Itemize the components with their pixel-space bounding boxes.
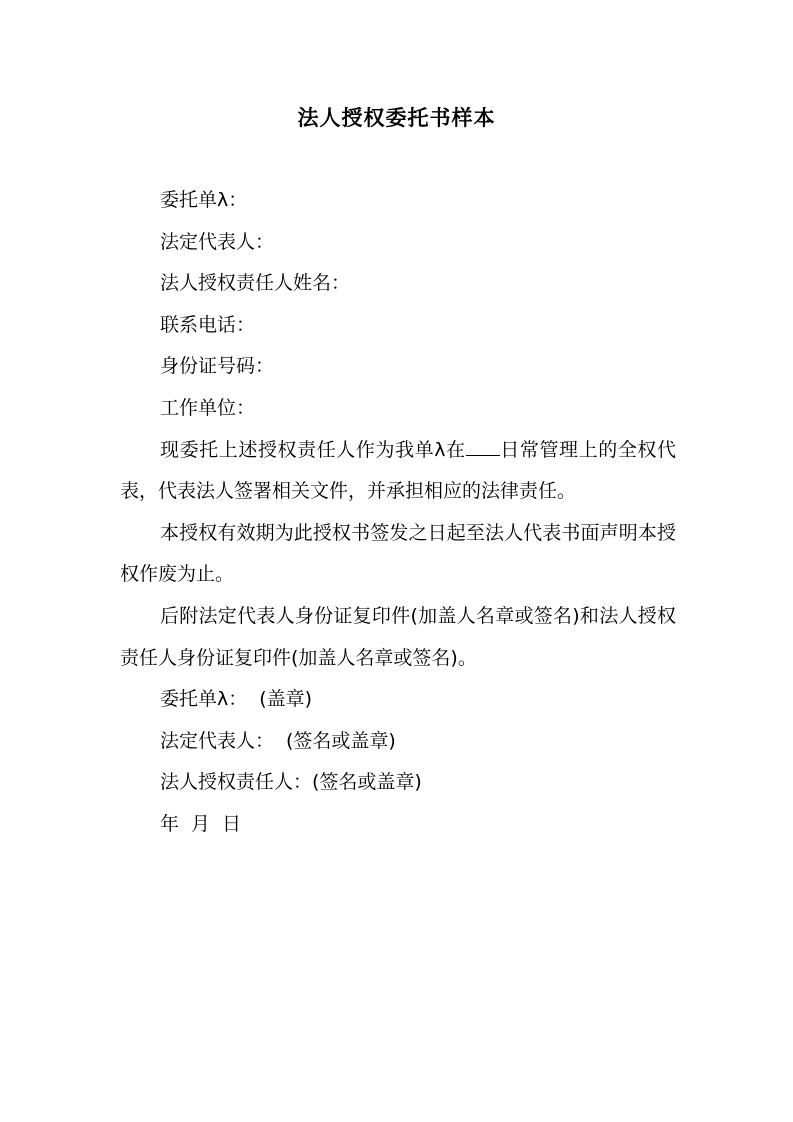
signature-unit-label: 委托单λ： xyxy=(160,688,248,711)
paragraph-authorization-part-a: 现委托上述授权责任人作为我单λ在 xyxy=(160,438,466,461)
paragraph-attachments: 后附法定代表人身份证复印件(加盖人名章或签名)和法人授权责任人身份证复印件(加盖人名章或签名)。 xyxy=(120,604,676,669)
document-body xyxy=(120,180,676,846)
field-work-unit: 工作单位： xyxy=(160,396,256,419)
field-authorized-person-name: 法人授权责任人姓名： xyxy=(160,272,351,295)
signature-representative xyxy=(120,721,676,763)
blank-underline xyxy=(466,441,500,456)
signature-authorized-person xyxy=(120,762,676,804)
signature-rep-note: (签名或盖章) xyxy=(286,729,396,752)
field-id-number: 身份证号码： xyxy=(160,355,275,378)
signature-unit-note: (盖章) xyxy=(259,688,313,711)
date-day: 日 xyxy=(222,812,242,835)
date-year: 年 xyxy=(160,812,180,835)
signature-rep-label: 法定代表人： xyxy=(160,729,275,752)
paragraph-validity: 本授权有效期为此授权书签发之日起至法人代表书面声明本授权作废为止。 xyxy=(120,521,676,586)
signature-person-label: 法人授权责任人： xyxy=(160,771,313,794)
date-line xyxy=(120,804,676,846)
date-month: 月 xyxy=(191,812,211,835)
field-entrusting-unit: 委托单λ： xyxy=(160,189,248,211)
paragraph-authorization-part-b: 日常管理上的全权代表，代表法人签署相关文件，并承担相应的法律责任。 xyxy=(120,438,676,503)
document-title: 法人授权委托书样本 xyxy=(297,106,496,130)
signature-person-note: (签名或盖章) xyxy=(312,771,422,794)
signature-unit xyxy=(120,679,676,721)
paragraph-authorization xyxy=(120,430,676,513)
field-legal-representative: 法定代表人： xyxy=(160,230,275,253)
field-phone: 联系电话： xyxy=(160,313,256,336)
